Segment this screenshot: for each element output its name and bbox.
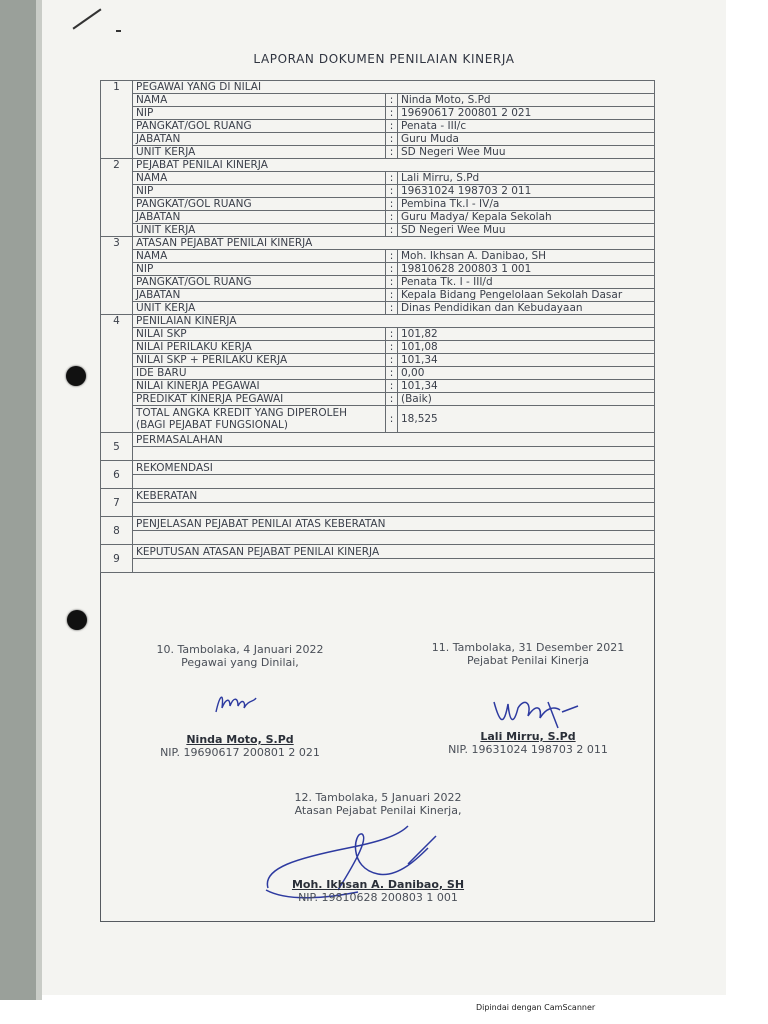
field-label: JABATAN [133,133,386,146]
table-row [101,172,655,185]
table-row [101,406,655,433]
colon-separator: : [386,172,398,185]
colon-separator: : [386,328,398,341]
colon-separator: : [386,263,398,276]
colon-separator: : [386,185,398,198]
field-value: Guru Madya/ Kepala Sekolah [398,211,655,224]
section-header-row [101,81,655,94]
field-value: 101,34 [398,354,655,367]
field-label-line: TOTAL ANGKA KREDIT YANG DIPEROLEH [136,407,347,419]
section-heading: PENILAIAN KINERJA [133,315,655,328]
colon-separator: : [386,94,398,107]
section-header-row [101,433,655,447]
field-value: Guru Muda [398,133,655,146]
evaluation-table [100,80,655,573]
signer-block-penilai [418,730,638,756]
section-heading: PEJABAT PENILAI KINERJA [133,159,655,172]
section-heading: PEGAWAI YANG DI NILAI [133,81,655,94]
place-date: 11. Tambolaka, 31 Desember 2021 [431,641,625,654]
section-heading: REKOMENDASI [133,461,655,475]
colon-separator: : [386,211,398,224]
signer-role: Pejabat Penilai Kinerja [466,654,590,667]
pen-mark [116,30,121,32]
field-value: 19810628 200803 1 001 [398,263,655,276]
colon-separator: : [386,107,398,120]
field-value: Dinas Pendidikan dan Kebudayaan [398,302,655,315]
table-row [101,341,655,354]
signature-lali [488,694,583,734]
colon-separator: : [386,380,398,393]
section-number: 5 [101,433,133,461]
section-header-row [101,489,655,503]
table-row [101,354,655,367]
table-row [101,146,655,159]
punch-hole [66,366,86,386]
colon-separator: : [386,224,398,237]
table-row [101,380,655,393]
section-number: 8 [101,517,133,545]
place-date: 10. Tambolaka, 4 Januari 2022 [156,643,324,656]
colon-separator: : [386,276,398,289]
field-label: JABATAN [133,211,386,224]
colon-separator: : [386,393,398,406]
section-heading: ATASAN PEJABAT PENILAI KINERJA [133,237,655,250]
field-value: Moh. Ikhsan A. Danibao, SH [398,250,655,263]
blank-row [101,559,655,573]
signature-block-atasan [268,791,488,817]
signature-ninda [210,688,260,718]
colon-separator: : [386,406,398,433]
scan-background-left [0,0,42,1000]
field-label: NIP [133,263,386,276]
field-label: JABATAN [133,289,386,302]
field-label: PANGKAT/GOL RUANG [133,198,386,211]
field-value: Penata Tk. I - III/d [398,276,655,289]
field-value: 0,00 [398,367,655,380]
section-heading: KEBERATAN [133,489,655,503]
section-number: 4 [101,315,133,433]
document-title: LAPORAN DOKUMEN PENILAIAN KINERJA [253,52,515,66]
colon-separator: : [386,198,398,211]
table-row [101,250,655,263]
field-value: SD Negeri Wee Muu [398,224,655,237]
section-header-row [101,237,655,250]
field-label: NILAI SKP + PERILAKU KERJA [133,354,386,367]
field-label: NILAI SKP [133,328,386,341]
table-row [101,107,655,120]
blank-row [101,475,655,489]
signature-block-pegawai [140,643,340,669]
field-label: NIP [133,185,386,198]
colon-separator: : [386,289,398,302]
blank-cell [133,447,655,461]
blank-row [101,503,655,517]
signer-nip: NIP. 19810628 200803 1 001 [298,891,458,904]
signature-block-penilai [418,641,638,667]
field-label: NAMA [133,250,386,263]
field-label [133,406,386,433]
section-number: 7 [101,489,133,517]
section-number: 9 [101,545,133,573]
field-label: PANGKAT/GOL RUANG [133,276,386,289]
signer-block-pegawai [140,733,340,759]
field-value: Pembina Tk.I - IV/a [398,198,655,211]
signer-name: Lali Mirru, S.Pd [480,730,576,743]
field-label: NILAI KINERJA PEGAWAI [133,380,386,393]
section-header-row [101,517,655,531]
field-value: 101,34 [398,380,655,393]
section-number: 1 [101,81,133,159]
signer-role: Pegawai yang Dinilai, [181,656,299,669]
blank-cell [133,503,655,517]
table-row [101,198,655,211]
signer-role: Atasan Pejabat Penilai Kinerja, [294,804,462,817]
table-row [101,185,655,198]
blank-row [101,447,655,461]
table-row [101,224,655,237]
section-header-row [101,461,655,475]
table-row [101,263,655,276]
field-label: NIP [133,107,386,120]
field-label: NILAI PERILAKU KERJA [133,341,386,354]
field-value: (Baik) [398,393,655,406]
colon-separator: : [386,302,398,315]
signer-nip: NIP. 19631024 198703 2 011 [448,743,608,756]
table-row [101,120,655,133]
blank-cell [133,559,655,573]
place-date: 12. Tambolaka, 5 Januari 2022 [294,791,462,804]
section-header-row [101,315,655,328]
section-heading: PERMASALAHAN [133,433,655,447]
field-label: UNIT KERJA [133,146,386,159]
table-row [101,289,655,302]
field-value: 19690617 200801 2 021 [398,107,655,120]
table-row [101,328,655,341]
colon-separator: : [386,341,398,354]
blank-cell [133,475,655,489]
colon-separator: : [386,120,398,133]
section-number: 6 [101,461,133,489]
signer-nip: NIP. 19690617 200801 2 021 [160,746,320,759]
table-row [101,133,655,146]
field-label: UNIT KERJA [133,302,386,315]
signer-block-atasan [268,878,488,904]
colon-separator: : [386,367,398,380]
table-row [101,302,655,315]
signer-name: Ninda Moto, S.Pd [186,733,294,746]
table-row [101,211,655,224]
scanner-footer: Dipindai dengan CamScanner [476,1003,596,1012]
blank-row [101,531,655,545]
field-label: UNIT KERJA [133,224,386,237]
field-label: IDE BARU [133,367,386,380]
blank-cell [133,531,655,545]
punch-hole [67,610,87,630]
field-label: NAMA [133,172,386,185]
field-value: Lali Mirru, S.Pd [398,172,655,185]
section-heading: KEPUTUSAN ATASAN PEJABAT PENILAI KINERJA [133,545,655,559]
section-heading: PENJELASAN PEJABAT PENILAI ATAS KEBERATAN [133,517,655,531]
field-label: PANGKAT/GOL RUANG [133,120,386,133]
section-header-row [101,545,655,559]
field-value: 101,82 [398,328,655,341]
field-value: 101,08 [398,341,655,354]
signer-name: Moh. Ikhsan A. Danibao, SH [291,878,465,891]
field-value: Ninda Moto, S.Pd [398,94,655,107]
table-row [101,367,655,380]
field-label: PREDIKAT KINERJA PEGAWAI [133,393,386,406]
colon-separator: : [386,250,398,263]
colon-separator: : [386,133,398,146]
field-value: Kepala Bidang Pengelolaan Sekolah Dasar [398,289,655,302]
field-value: SD Negeri Wee Muu [398,146,655,159]
section-number: 2 [101,159,133,237]
field-label-line: (BAGI PEJABAT FUNGSIONAL) [136,419,288,431]
section-number: 3 [101,237,133,315]
table-row [101,94,655,107]
field-value: 18,525 [398,406,655,433]
colon-separator: : [386,146,398,159]
field-value: Penata - III/c [398,120,655,133]
field-value: 19631024 198703 2 011 [398,185,655,198]
section-header-row [101,159,655,172]
field-label: NAMA [133,94,386,107]
table-row [101,393,655,406]
table-row [101,276,655,289]
colon-separator: : [386,354,398,367]
